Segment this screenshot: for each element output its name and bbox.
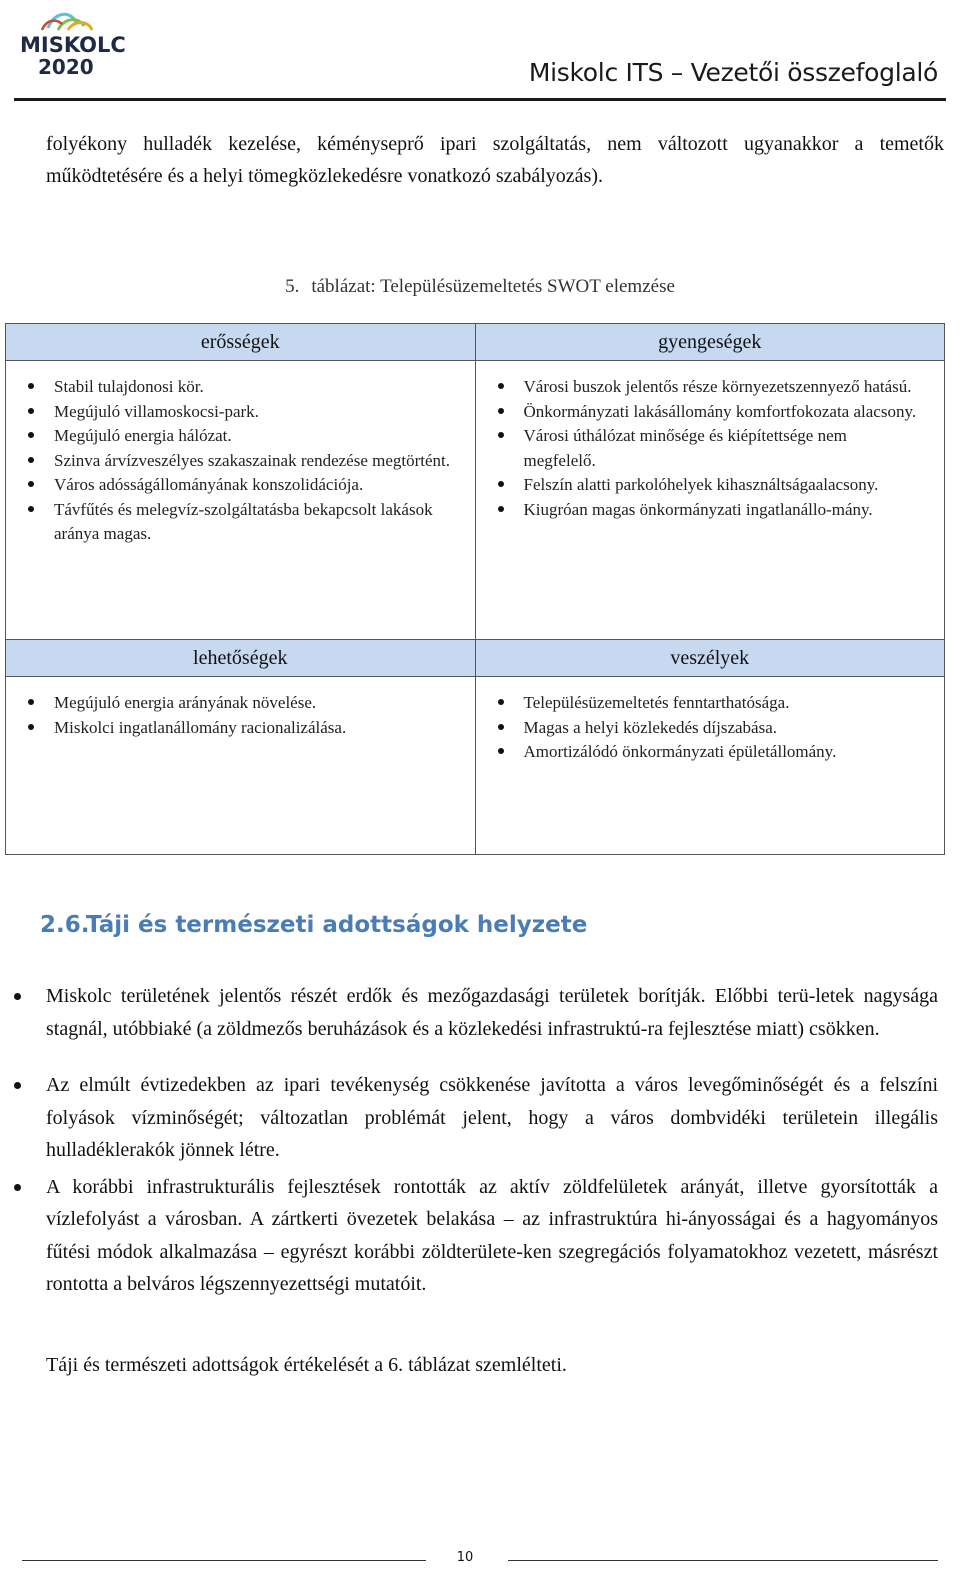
- threat-item: Településüzemeltetés fenntarthatósága.: [524, 691, 921, 716]
- header-divider: [14, 98, 946, 101]
- footer-rule-left: [22, 1560, 426, 1561]
- logo-wordmark: MISKOLC: [20, 33, 126, 57]
- logo-swirl-yellow: [68, 23, 92, 31]
- weaknesses-list: [476, 375, 945, 522]
- threat-item: Magas a helyi közlekedés díjszabása.: [524, 716, 921, 741]
- weakness-item: Felszín alatti parkolóhelyek kihasználtságaalacsony.: [524, 473, 921, 498]
- table-caption-number: 5.: [285, 276, 300, 297]
- opportunity-item: Miskolci ingatlanállomány racionalizálása.: [54, 716, 451, 741]
- page-number: 10: [456, 1550, 474, 1565]
- strength-item: Megújuló villamoskocsi-park.: [54, 400, 451, 425]
- opportunities-header: lehetőségek: [6, 640, 476, 677]
- section-number: 2.6.: [40, 912, 90, 938]
- document-title: Miskolc ITS – Vezetői összefoglaló: [528, 58, 938, 87]
- section-bullet-list: [46, 980, 938, 1301]
- threats-list: [476, 691, 945, 765]
- intro-paragraph: folyékony hulladék kezelése, kéményseprő ipari szolgáltatás, nem változott ugyanakkor a temetők működtetésére és a helyi tömegközlekedésre vonatkozó szabályozás).: [46, 133, 944, 187]
- closing-sentence: Táji és természeti adottságok értékelését a 6. táblázat szemlélteti.: [46, 1354, 567, 1376]
- weakness-item: Városi úthálózat minősége és kiépítettsége nem megfelelő.: [524, 424, 921, 473]
- threats-cell: [475, 677, 945, 855]
- page-header: [0, 0, 960, 108]
- opportunities-cell: [6, 677, 476, 855]
- section-title: Táji és természeti adottságok helyzete: [86, 912, 588, 938]
- table-caption-text: táblázat: Településüzemeltetés SWOT elemzése: [311, 276, 675, 297]
- opportunities-list: [6, 691, 475, 740]
- strengths-list: [6, 375, 475, 547]
- weakness-item: Kiugróan magas önkormányzati ingatlanállo-mány.: [524, 498, 921, 523]
- section-heading: [40, 912, 587, 938]
- strengths-header: erősségek: [6, 324, 476, 361]
- footer-rule-right: [508, 1560, 938, 1561]
- strength-item: Szinva árvízveszélyes szakaszainak rendezése megtörtént.: [54, 449, 451, 474]
- weaknesses-header: gyengeségek: [475, 324, 945, 361]
- miskolc-2020-logo: [18, 6, 128, 76]
- body-bullet: Miskolc területének jelentős részét erdők és mezőgazdasági területek borítják. Előbbi terü-letek nagysága stagnál, utóbbiaké (a zöldmezős beruházások és a közlekedési infrastruktú-ra fejlesztése miatt) csökken.: [46, 980, 938, 1045]
- threat-item: Amortizálódó önkormányzati épületállomány.: [524, 740, 921, 765]
- strength-item: Megújuló energia hálózat.: [54, 424, 451, 449]
- strength-item: Távfűtés és melegvíz-szolgáltatásba bekapcsolt lakások aránya magas.: [54, 498, 451, 547]
- body-bullet: Az elmúlt évtizedekben az ipari tevékenység csökkenése javította a város levegőminőségét és a felszíni folyások vízminőségét; változatlan problémát jelent, hogy a város dombvidéki területein illegális hulladéklerakók jönnek létre.: [46, 1069, 938, 1167]
- weakness-item: Városi buszok jelentős része környezetszennyező hatású.: [524, 375, 921, 400]
- logo-year: 2020: [38, 55, 94, 76]
- opportunity-item: Megújuló energia arányának növelése.: [54, 691, 451, 716]
- table-caption: [0, 276, 960, 298]
- swot-table: [5, 323, 945, 855]
- strength-item: Város adósságállományának konszolidációja.: [54, 473, 451, 498]
- weakness-item: Önkormányzati lakásállomány komfortfokozata alacsony.: [524, 400, 921, 425]
- body-bullet: A korábbi infrastrukturális fejlesztések rontották az aktív zöldfelületek arányát, illetve gyorsították a vízlefolyást a városban. A zártkerti övezetek belakása – az infrastruktúra hi-ányosságai és a hagyományos fűtési módok alkalmazása – egyrészt korábbi zöldterülete-ken szegregációs folyamatokhoz vezetett, másrészt rontotta a belváros légszennyezettségi mutatóit.: [46, 1171, 938, 1301]
- strengths-cell: [6, 361, 476, 640]
- threats-header: veszélyek: [475, 640, 945, 677]
- weaknesses-cell: [475, 361, 945, 640]
- strength-item: Stabil tulajdonosi kör.: [54, 375, 451, 400]
